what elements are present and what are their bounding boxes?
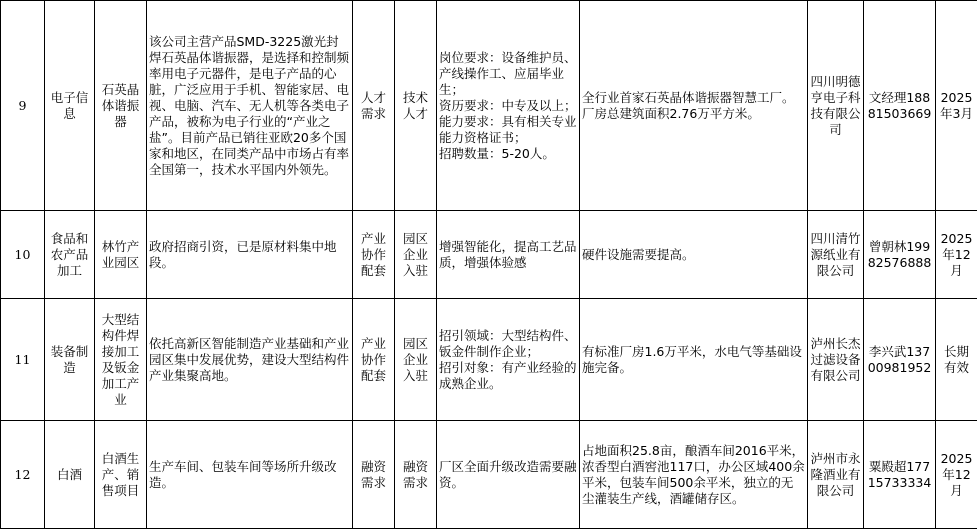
project-cell: 石英晶体谐振器 <box>95 1 147 211</box>
requirements-cell <box>437 1 580 211</box>
demand-category-cell: 融资需求 <box>395 421 437 529</box>
requirements-text: 厂区全面升级改造需要融资。 <box>439 459 577 491</box>
conditions-cell: 有标准厂房1.6万平米，水电气等基础设施完备。 <box>580 299 808 421</box>
row-number: 12 <box>1 421 45 529</box>
deadline-cell: 长期有效 <box>936 299 977 421</box>
demand-type-cell: 融资需求 <box>353 421 395 529</box>
description-cell: 依托高新区智能制造产业基础和产业园区集中发展优势，建设大型结构件产业集聚高地。 <box>147 299 353 421</box>
demand-type-cell: 产业协作配套 <box>353 299 395 421</box>
deadline-cell: 2025年3月 <box>936 1 977 211</box>
industry-cell: 白酒 <box>45 421 95 529</box>
industry-cell: 装备制造 <box>45 299 95 421</box>
deadline-cell: 2025年12月 <box>936 211 977 299</box>
project-cell: 白酒生产、销售项目 <box>95 421 147 529</box>
contact-cell: 李兴武13700981952 <box>864 299 936 421</box>
row-number: 10 <box>1 211 45 299</box>
company-cell: 泸州市永隆酒业有限公司 <box>808 421 864 529</box>
company-cell: 泸州长杰过滤设备有限公司 <box>808 299 864 421</box>
contact-cell: 粟殿超17715733334 <box>864 421 936 529</box>
table-row <box>1 421 977 529</box>
industry-cell: 电子信息 <box>45 1 95 211</box>
demand-type-cell: 人才需求 <box>353 1 395 211</box>
requirements-cell <box>437 421 580 529</box>
industry-cell: 食品和农产品加工 <box>45 211 95 299</box>
conditions-cell: 占地面积25.8亩，酿酒车间2016平米，浓香型白酒窖池117口，办公区域400余平米，包装车间500余平米，独立的无尘灌装生产线，酒罐储存区。 <box>580 421 808 529</box>
description-cell: 政府招商引资，已是原材料集中地段。 <box>147 211 353 299</box>
demand-type-cell: 产业协作配套 <box>353 211 395 299</box>
contact-cell: 文经理18881503669 <box>864 1 936 211</box>
demand-category-cell: 园区企业入驻 <box>395 299 437 421</box>
table-row <box>1 1 977 211</box>
requirements-text: 招引领域：大型结构件、钣金件制作企业； 招引对象：有产业经验的成熟企业。 <box>439 328 577 392</box>
requirements-cell <box>437 299 580 421</box>
company-cell: 四川清竹源纸业有限公司 <box>808 211 864 299</box>
conditions-cell: 硬件设施需要提高。 <box>580 211 808 299</box>
demand-category-cell: 技术人才 <box>395 1 437 211</box>
table-row <box>1 211 977 299</box>
conditions-cell: 全行业首家石英晶体谐振器智慧工厂。厂房总建筑面积2.76万平方米。 <box>580 1 808 211</box>
requirements-text: 岗位要求：设备维护员、产线操作工、应届毕业生； 资历要求：中专及以上； 能力要求：具有相关专业能力资格证书； 招聘数量：5-20人。 <box>439 50 577 162</box>
row-number: 9 <box>1 1 45 211</box>
project-cell: 林竹产业园区 <box>95 211 147 299</box>
deadline-cell: 2025年12月 <box>936 421 977 529</box>
company-cell: 四川明德亨电子科技有限公司 <box>808 1 864 211</box>
table-row <box>1 299 977 421</box>
description-cell: 生产车间、包装车间等场所升级改造。 <box>147 421 353 529</box>
description-cell: 该公司主营产品SMD-3225激光封焊石英晶体谐振器，是选择和控制频率用电子元器件，是电子产品的心脏，广泛应用于手机、智能家居、电视、电脑、汽车、无人机等各类电子产品，被称为电子行业的“产业之盐”。目前产品已销往亚欧20多个国家和地区，在同类产品中市场占有率全国第一，技术水平国内外领先。 <box>147 1 353 211</box>
demand-category-cell: 园区企业入驻 <box>395 211 437 299</box>
requirements-text: 增强智能化，提高工艺品质，增强体验感 <box>439 239 577 271</box>
row-number: 11 <box>1 299 45 421</box>
requirements-cell <box>437 211 580 299</box>
project-cell: 大型结构件焊接加工及钣金加工产业 <box>95 299 147 421</box>
contact-cell: 曾朝林19982576888 <box>864 211 936 299</box>
